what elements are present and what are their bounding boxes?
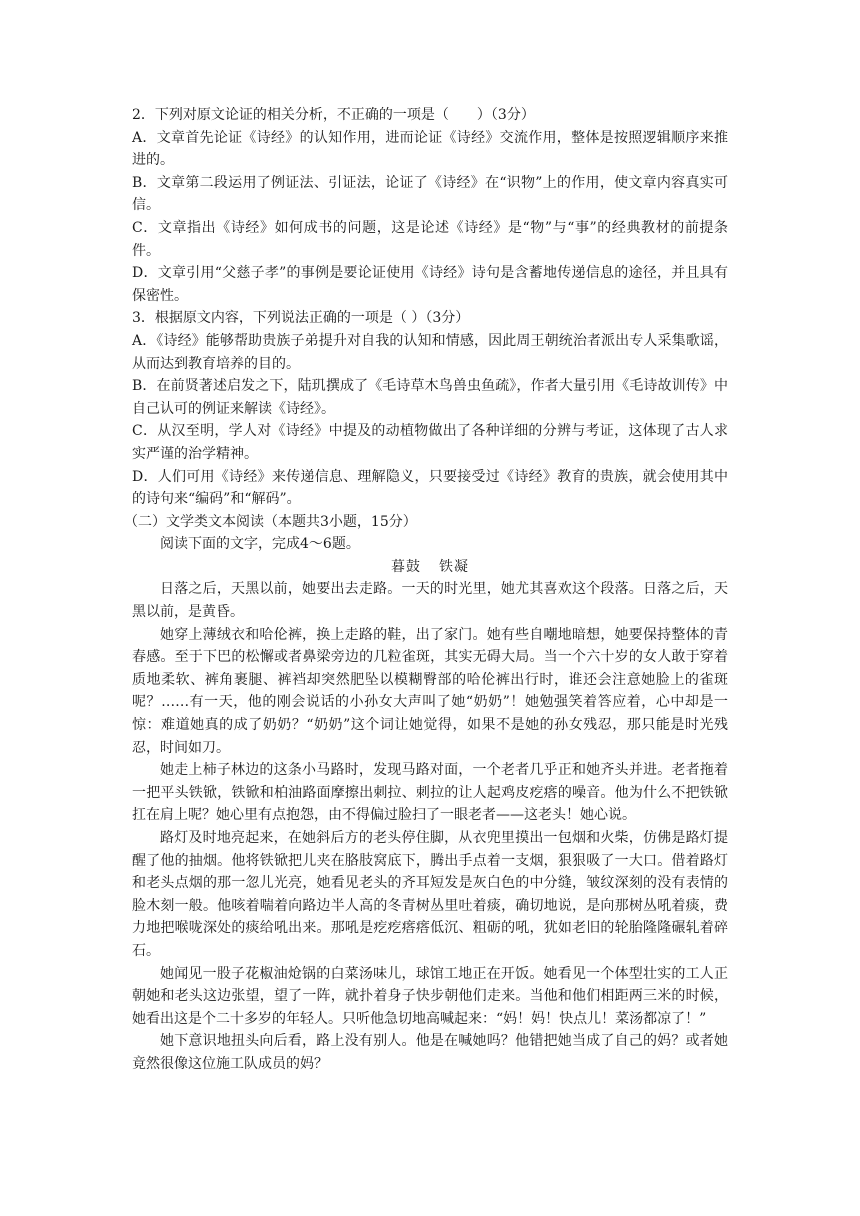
question-3-option-c: C．从汉至明，学人对《诗经》中提及的动植物做出了各种详细的分辨与考证，这体现了古人求实严谨的治学精神。 (132, 423, 728, 462)
story-title-line (132, 556, 728, 579)
question-2-option-d: D．文章引用“父慈子孝”的事例是要论证使用《诗经》诗句是含蓄地传递信息的途径，并且具有保密性。 (132, 265, 728, 304)
story-paragraph: 她走上柿子林边的这条小马路时，发现马路对面，一个老者几乎正和她齐头并进。老者拖着一把平头铁锨，铁锨和柏油路面摩擦出刺拉、刺拉的让人起鸡皮疙瘩的噪音。他为什么不把铁锨扛在肩上呢？她心里有点抱怨，由不得偏过脸扫了一眼老者——这老头！她心说。 (132, 762, 728, 824)
story-paragraph: 日落之后，天黑以前，她要出去走路。一天的时光里，她尤其喜欢这个段落。日落之后，天黑以前，是黄昏。 (132, 581, 728, 621)
question-3-stem: 3．根据原文内容，下列说法正确的一项是（ ）（3分） (132, 310, 470, 327)
question-3-option-d: D．人们可用《诗经》来传递信息、理解隐义，只要接受过《诗经》教育的贵族，就会使用其中的诗句来“编码”和“解码”。 (132, 468, 728, 508)
story-paragraph: 她下意识地扭头向后看，路上没有别人。他是在喊她吗？他错把她当成了自己的妈？或者她竟然很像这位施工队成员的妈？ (132, 1033, 728, 1072)
question-2-stem: 2．下列对原文论证的相关分析，不正确的一项是（ ）（3分） (132, 107, 535, 123)
story-paragraph: 路灯及时地亮起来，在她斜后方的老头停住脚，从衣兜里摸出一包烟和火柴，仿佛是路灯提醒了他的抽烟。他将铁锨把儿夹在胳肢窝底下，腾出手点着一支烟，狠狠吸了一大口。借着路灯和老头点烟的那一忽儿光亮，她看见老头的齐耳短发是灰白色的中分缝，皱纹深刻的没有表情的脸木刻一般。他咳着喘着向路边半人高的冬青树丛里吐着痰，确切地说，是向那树丛吼着痰，费力地把喉咙深处的痰给吼出来。那吼是疙疙瘩瘩低沉、粗砺的吼，犹如老旧的轮胎隆隆碾轧着碎石。 (132, 830, 728, 959)
question-2-option-b: B．文章第二段运用了例证法、引证法，论证了《诗经》在“识物”上的作用，使文章内容真实可信。 (132, 174, 728, 214)
story-paragraph: 她穿上薄绒衣和哈伦裤，换上走路的鞋，出了家门。她有些自嘲地暗想，她要保持整体的青春感。至于下巴的松懈或者鼻梁旁边的几粒雀斑，其实无碍大局。当一个六十岁的女人敢于穿着质地柔软、裤角裹腿、裤裆却突然肥坠以模糊臀部的哈伦裤出行时，谁还会注意她脸上的雀斑呢？……有一天，他的刚会说话的小孙女大声叫了她“奶奶”！她勉强笑着答应着，心中却是一惊：难道她真的成了奶奶？“奶奶”这个词让她觉得，如果不是她的孙女残忍，那只能是时光残忍，时间如刀。 (132, 626, 728, 756)
section-instruction: 阅读下面的文字，完成4～6题。 (160, 536, 360, 553)
story-title: 暮鼓 (391, 558, 421, 575)
story-paragraph: 她闻见一股子花椒油炝锅的白菜汤味儿，球馆工地正在开饭。她看见一个体型壮实的工人正朝她和老头这边张望，望了一阵，就扑着身子快步朝他们走来。当他和他们相距两三米的时候，她看出这是个二十多岁的年轻人。只听他急切地高喊起来：“妈！妈！快点儿！菜汤都凉了！” (132, 965, 728, 1027)
document-page (124, 104, 728, 1076)
story-author: 铁凝 (439, 558, 469, 575)
question-2-option-a: A．文章首先论证《诗经》的认知作用，进而论证《诗经》交流作用，整体是按照逻辑顺序来推进的。 (132, 129, 728, 169)
question-3-option-b: B．在前贤著述启发之下，陆玑撰成了《毛诗草木鸟兽虫鱼疏》，作者大量引用《毛诗故训传》中自己认可的例证来解读《诗经》。 (132, 378, 728, 417)
section-heading: （二）文学类文本阅读（本题共3小题，15分） (124, 513, 417, 530)
question-2-option-c: C．文章指出《诗经》如何成书的问题，这是论述《诗经》是“物”与“事”的经典教材的前提条件。 (132, 219, 728, 259)
question-3-option-a: A．《诗经》能够帮助贵族子弟提升对自我的认知和情感，因此周王朝统治者派出专人采集歌谣，从而达到教育培养的目的。 (132, 332, 728, 372)
